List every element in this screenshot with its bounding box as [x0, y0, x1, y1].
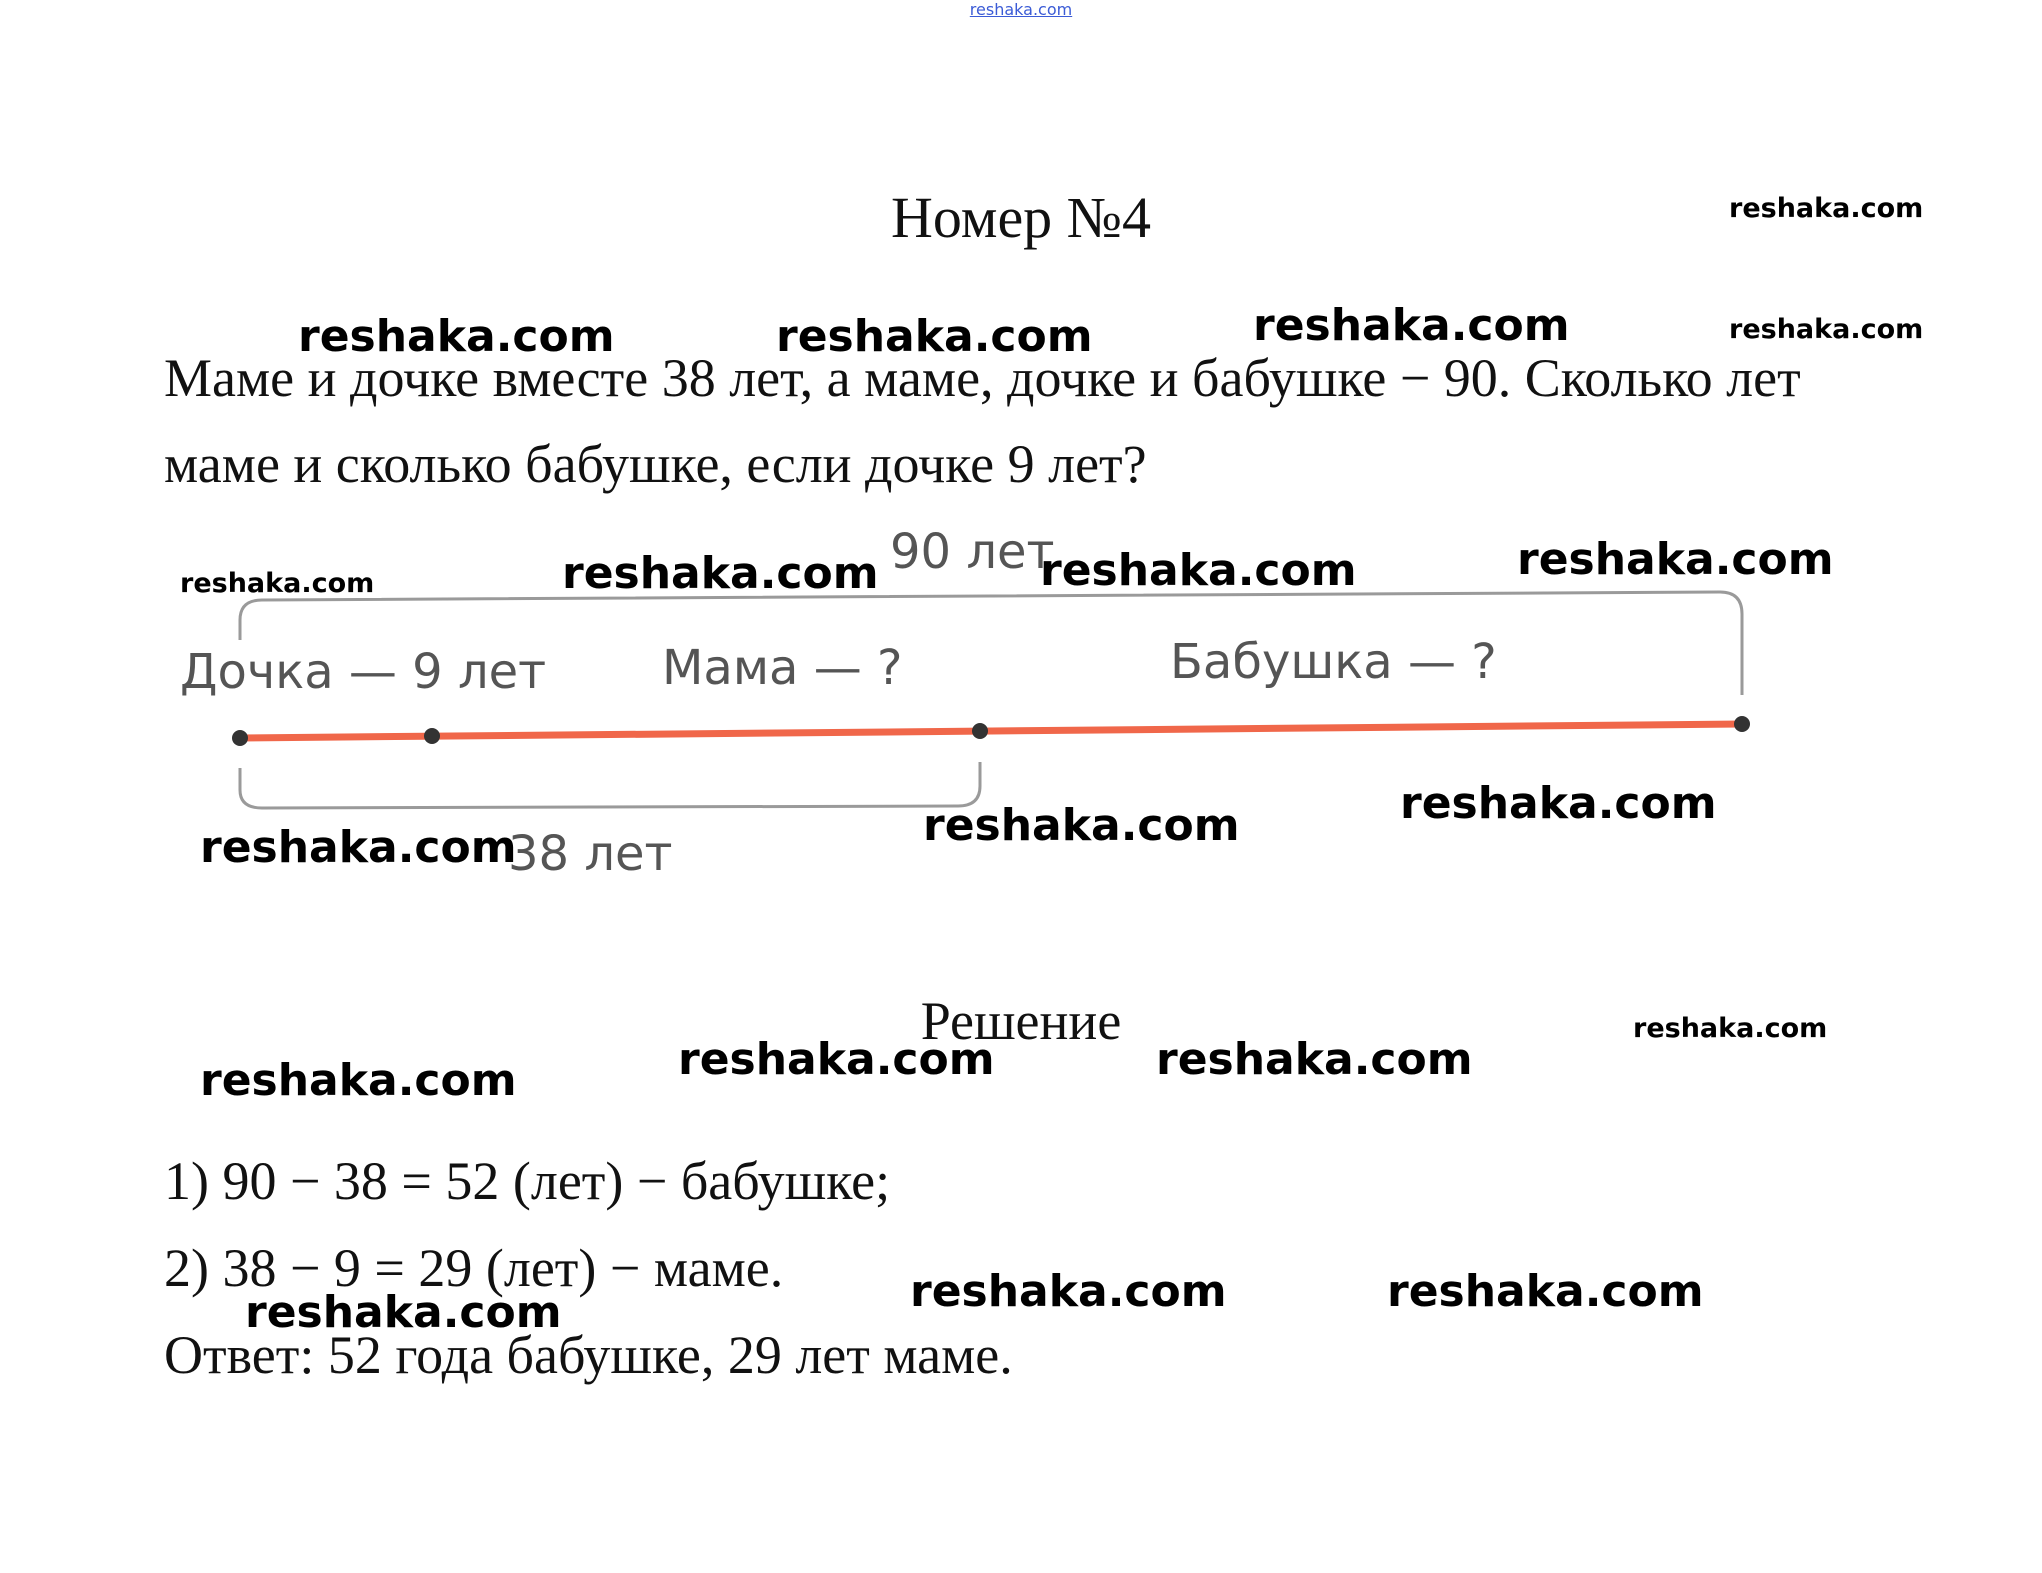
watermark: reshaka.com: [910, 1266, 1227, 1317]
watermark: reshaka.com: [923, 800, 1240, 851]
watermark: reshaka.com: [1400, 778, 1717, 829]
total-label: 90 лет: [890, 524, 1055, 580]
watermark: reshaka.com: [1040, 545, 1357, 596]
watermark: reshaka.com: [245, 1287, 562, 1338]
watermark: reshaka.com: [200, 1055, 517, 1106]
point-daughter: [424, 728, 440, 744]
mother-label: Мама — ?: [662, 640, 903, 696]
point-start: [232, 730, 248, 746]
watermark: reshaka.com: [200, 822, 517, 873]
watermark: reshaka.com: [1253, 300, 1570, 351]
header-watermark[interactable]: reshaka.com: [969, 0, 1073, 19]
daughter-label: Дочка — 9 лет: [180, 644, 547, 700]
point-mother: [972, 723, 988, 739]
solution-step-2: 2) 38 − 9 = 29 (лет) − маме.: [164, 1238, 784, 1298]
answer-text: Ответ: 52 года бабушке, 29 лет маме.: [164, 1325, 1013, 1385]
segment-line: [240, 724, 1742, 738]
solution-title: Решение: [920, 991, 1122, 1051]
problem-text: Маме и дочке вместе 38 лет, а маме, дочке и бабушке − 90. Сколько лет маме и сколько бабушке, если дочке 9 лет?: [164, 348, 1801, 494]
watermark: reshaka.com: [298, 311, 615, 362]
sum-label: 38 лет: [508, 826, 673, 882]
watermark: reshaka.com: [776, 311, 1093, 362]
watermark: reshaka.com: [562, 548, 879, 599]
watermark: reshaka.com: [1729, 314, 1924, 345]
watermark: reshaka.com: [1729, 193, 1924, 224]
point-end: [1734, 716, 1750, 732]
solution-step-1: 1) 90 − 38 = 52 (лет) − бабушке;: [164, 1151, 891, 1211]
watermark: reshaka.com: [1517, 534, 1834, 585]
watermark: reshaka.com: [678, 1034, 995, 1085]
grandmother-label: Бабушка — ?: [1170, 634, 1497, 690]
watermark: reshaka.com: [1633, 1013, 1828, 1044]
watermark: reshaka.com: [1387, 1266, 1704, 1317]
sum-brace: [240, 762, 980, 808]
watermark: reshaka.com: [180, 568, 375, 599]
watermark: reshaka.com: [1156, 1034, 1473, 1085]
page-title: Номер №4: [890, 185, 1152, 250]
